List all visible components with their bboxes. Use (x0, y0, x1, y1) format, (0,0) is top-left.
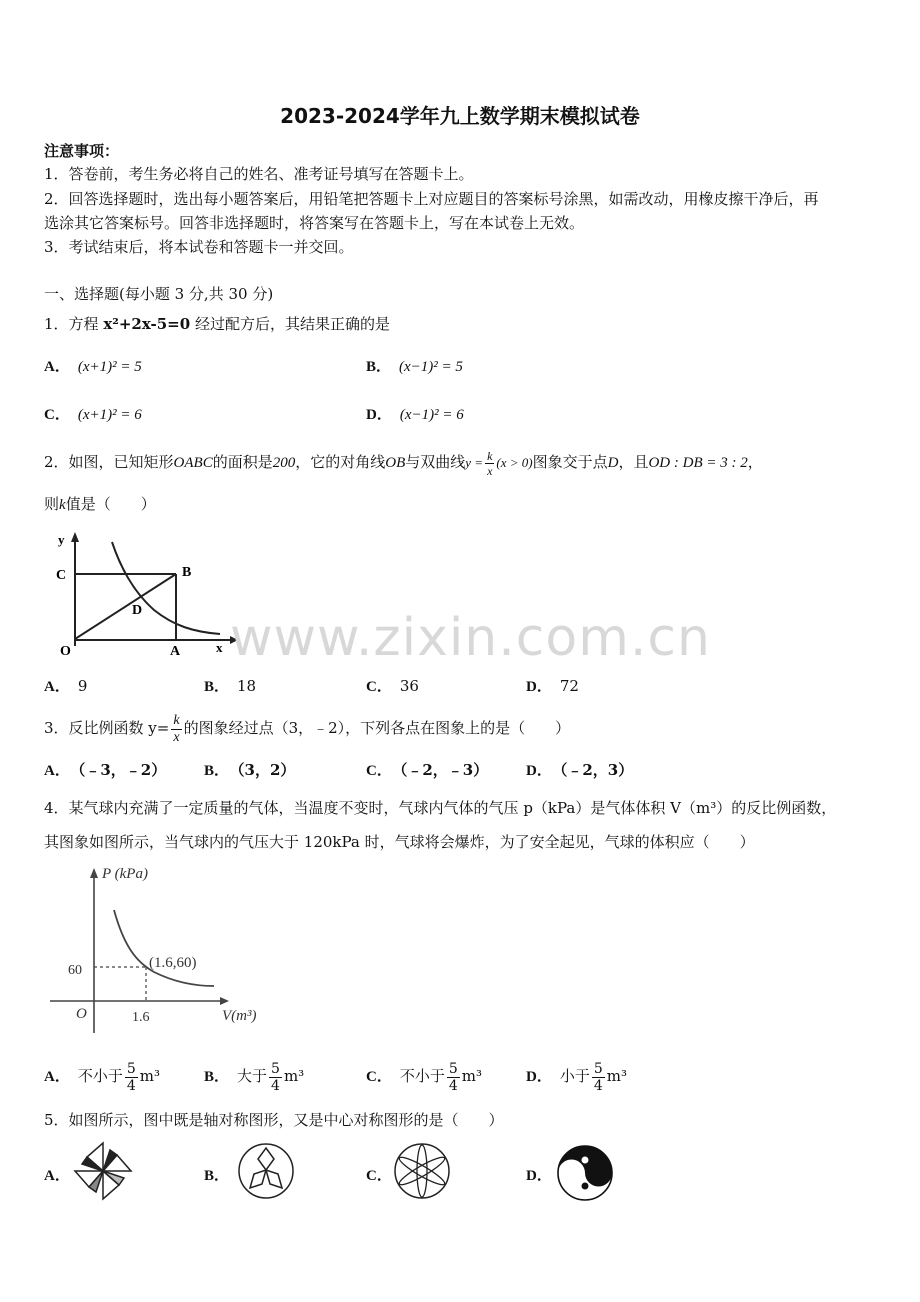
notice-item-1: 1．答卷前，考生务必将自己的姓名、准考证号填写在答题卡上。 (44, 165, 474, 183)
q5-option-c[interactable]: C． (366, 1168, 392, 1184)
fig-label-p-axis: P (kPa) (102, 866, 148, 882)
page-title: 2023-2024学年九上数学期末模拟试卷 (280, 104, 640, 128)
q2-option-c[interactable]: C． 36 (366, 677, 419, 695)
notice-item-2: 2．回答选择题时，选出每小题答案后，用铅笔把答题卡上对应题目的答案标号涂黑，如需改动，用橡皮擦干净后，再 (44, 190, 819, 208)
pinwheel-icon (72, 1140, 134, 1202)
q1-option-d[interactable]: D． (x−1)² = 6 (366, 407, 464, 423)
question-4-stem: 4．某气球内充满了一定质量的气体，当温度不变时，气球内气体的气压 p（kPa）是气体体积 V（m³）的反比例函数， (44, 799, 837, 817)
watermark: www.zixin.com.cn (230, 608, 711, 668)
q2-option-b[interactable]: B． 18 (204, 677, 257, 695)
notice-heading: 注意事项： (44, 142, 120, 160)
q4-option-c[interactable]: C． 不小于 $\frac{5}{4}$ m³ (366, 1060, 483, 1094)
q3-option-d[interactable]: D． （﹣2，3） (526, 761, 634, 779)
q5-option-a[interactable]: A． (44, 1168, 70, 1184)
q3-option-a[interactable]: A． （﹣3，﹣2） (44, 761, 167, 779)
fig-label-origin: O (76, 1006, 87, 1022)
q5-option-d[interactable]: D． (526, 1168, 552, 1184)
q4-option-a[interactable]: A． 不小于 $\frac{5}{4}$ m³ (44, 1060, 161, 1094)
fig-label-y: y (58, 532, 65, 547)
fig-label-1-6: 1.6 (132, 1010, 150, 1025)
q3-option-c[interactable]: C． （﹣2，﹣3） (366, 761, 489, 779)
q2-option-a[interactable]: A． 9 (44, 677, 88, 695)
q4-option-d[interactable]: D． 小于 $\frac{5}{4}$ m³ (526, 1060, 628, 1094)
q4-figure (44, 858, 274, 1033)
fig-label-b: B (182, 565, 192, 580)
question-2-stem: 2．如图，已知矩形OABC的面积是200，它的对角线OB与双曲线y = $\frac{k}{x}$ (x > 0)图象交于点D，且OD : DB = 3 : 2， (44, 448, 763, 478)
question-3-stem: 3．反比例函数 y= $\frac{k}{x}$ 的图象经过点（3，﹣2），下列各点在图象上的是（ ） (44, 712, 571, 745)
question-2-stem-cont: 则k值是（ ） (44, 495, 156, 513)
q2-option-d[interactable]: D． 72 (526, 677, 579, 695)
notice-item-2-cont: 选涂其它答案标号。回答非选择题时，将答案写在答题卡上，写在本试卷上无效。 (44, 214, 585, 232)
question-1-stem: 1．方程 x²+2x-5=0 经过配方后，其结果正确的是 (44, 315, 390, 333)
flower-circle-icon (392, 1142, 452, 1200)
fig-label-60: 60 (68, 963, 82, 978)
question-5-stem: 5．如图所示，图中既是轴对称图形，又是中心对称图形的是（ ） (44, 1111, 504, 1129)
q3-option-b[interactable]: B． （3，2） (204, 761, 296, 779)
section-heading: 一、选择题(每小题 3 分,共 30 分) (44, 285, 274, 303)
fig-label-a: A (170, 644, 181, 658)
fig-label-o: O (60, 644, 71, 658)
q1-option-c[interactable]: C． (x+1)² = 6 (44, 407, 142, 423)
q1-option-b[interactable]: B． (x−1)² = 5 (366, 359, 463, 375)
yin-yang-icon (556, 1144, 614, 1202)
fig-label-x: x (216, 640, 223, 655)
q5-option-b[interactable]: B． (204, 1168, 230, 1184)
q1-option-a[interactable]: A． (x+1)² = 5 (44, 359, 142, 375)
question-4-stem-cont: 其图象如图所示，当气球内的气压大于 120kPa 时，气球将会爆炸，为了安全起见，气球的体积应（ ） (44, 833, 755, 851)
fig-label-d: D (132, 603, 143, 618)
three-diamonds-circle-icon (236, 1142, 296, 1200)
fig-label-c: C (56, 568, 67, 583)
fig-label-v-axis: V(m³) (222, 1008, 257, 1024)
fig-label-point: (1.6,60) (149, 955, 197, 971)
q2-figure (44, 528, 244, 658)
notice-item-3: 3．考试结束后，将本试卷和答题卡一并交回。 (44, 238, 354, 256)
q4-option-b[interactable]: B． 大于 $\frac{5}{4}$ m³ (204, 1060, 305, 1094)
